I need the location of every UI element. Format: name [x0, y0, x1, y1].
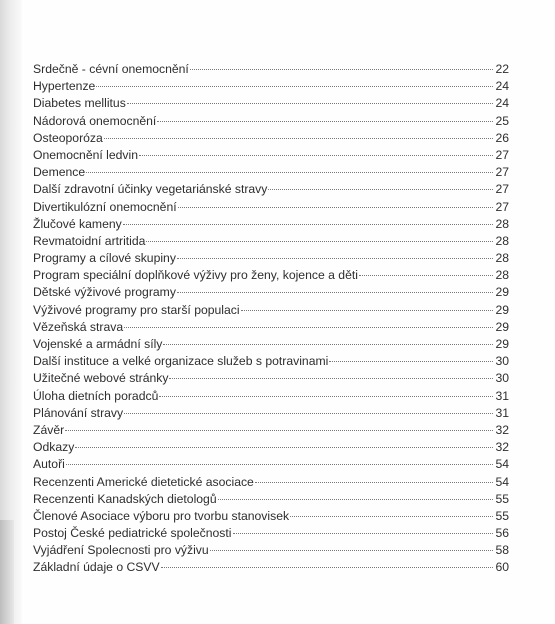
- toc-entry: [33, 491, 509, 508]
- dot-leader: [157, 121, 493, 122]
- toc-entry-page-number: 32: [495, 440, 509, 455]
- dot-leader: [290, 516, 493, 517]
- toc-entry: [33, 130, 509, 147]
- toc-entry-page-number: 25: [495, 113, 509, 128]
- dot-leader: [163, 344, 493, 345]
- toc-entry-title: Revmatoidní artritida: [33, 233, 146, 248]
- toc-entry: [33, 164, 509, 181]
- toc-entry-page-number: 27: [495, 199, 509, 214]
- toc-entry: [33, 181, 509, 198]
- toc-entry-title: Další zdravotní účinky vegetariánské stravy: [33, 182, 268, 197]
- toc-entry: [33, 422, 509, 439]
- toc-entry-page-number: 24: [495, 79, 509, 94]
- toc-entry-title: Úloha dietních poradců: [33, 388, 159, 403]
- toc-entry-page-number: 30: [495, 371, 509, 386]
- toc-entry: [33, 302, 509, 319]
- dot-leader: [104, 138, 493, 139]
- toc-entry: [33, 456, 509, 473]
- toc-entry: [33, 147, 509, 164]
- toc-entry-title: Hypertenze: [33, 79, 96, 94]
- toc-entry: [33, 95, 509, 112]
- toc-entry-page-number: 29: [495, 319, 509, 334]
- toc-entry: [33, 78, 509, 95]
- toc-entry-page-number: 29: [495, 285, 509, 300]
- toc-entry-page-number: 54: [495, 457, 509, 472]
- toc-entry: [33, 353, 509, 370]
- toc-entry-page-number: 31: [495, 388, 509, 403]
- toc-entry: [33, 439, 509, 456]
- toc-entry-title: Další instituce a velké organizace služeb s potravinami: [33, 354, 329, 369]
- toc-entry-page-number: 24: [495, 96, 509, 111]
- dot-leader: [359, 275, 493, 276]
- toc-entry-title: Diabetes mellitus: [33, 96, 126, 111]
- toc-entry-title: Srdečně - cévní onemocnění: [33, 62, 189, 76]
- toc-entry-page-number: 55: [495, 508, 509, 523]
- toc-entry-page-number: 28: [495, 251, 509, 266]
- toc-entry-page-number: 60: [495, 560, 509, 575]
- dot-leader: [124, 413, 493, 414]
- dot-leader: [96, 86, 493, 87]
- toc-entry: [33, 388, 509, 405]
- dot-leader: [329, 361, 493, 362]
- toc-entry: [33, 199, 509, 216]
- toc-entry-title: Recenzenti Americké dietetické asociace: [33, 474, 254, 489]
- toc-entry-title: Vězeňská strava: [33, 319, 124, 334]
- toc-entry-title: Členové Asociace výboru pro tvorbu stanovisek: [33, 508, 290, 523]
- toc-entry-page-number: 28: [495, 233, 509, 248]
- dot-leader: [65, 430, 493, 431]
- dot-leader: [159, 396, 493, 397]
- dot-leader: [66, 464, 493, 465]
- dot-leader: [210, 550, 493, 551]
- toc-entry-title: Závěr: [33, 422, 65, 437]
- toc-entry: [33, 525, 509, 542]
- dot-leader: [218, 499, 493, 500]
- toc-entry: [33, 233, 509, 250]
- toc-entry-title: Postoj České pediatrické společnosti: [33, 526, 232, 541]
- toc-entry-title: Odkazy: [33, 440, 75, 455]
- dot-leader: [161, 567, 493, 568]
- toc-entry-title: Onemocnění ledvin: [33, 147, 139, 162]
- dot-leader: [233, 533, 494, 534]
- toc-entry-title: Recenzenti Kanadských dietologů: [33, 491, 217, 506]
- toc-entry: [33, 508, 509, 525]
- toc-entry: [33, 559, 509, 576]
- toc-entry-title: Vyjádření Spolecnosti pro výživu: [33, 543, 209, 558]
- toc-entry: [33, 336, 509, 353]
- dot-leader: [178, 207, 493, 208]
- dot-leader: [241, 310, 493, 311]
- toc-entry-page-number: 28: [495, 216, 509, 231]
- toc-entry-title: Programy a cílové skupiny: [33, 251, 176, 266]
- toc-entry: [33, 284, 509, 301]
- dot-leader: [255, 482, 493, 483]
- dot-leader: [123, 224, 493, 225]
- toc-entry-title: Osteoporóza: [33, 130, 103, 145]
- toc-entry-title: Nádorová onemocnění: [33, 113, 157, 128]
- toc-entry-title: Užitečné webové stránky: [33, 371, 169, 386]
- toc-entry: [33, 267, 509, 284]
- toc-entry-page-number: 27: [495, 182, 509, 197]
- dot-leader: [75, 447, 493, 448]
- dot-leader: [86, 172, 493, 173]
- toc-entry-page-number: 32: [495, 422, 509, 437]
- toc-entry-title: Základní údaje o CSVV: [33, 560, 160, 575]
- toc-entry-page-number: 27: [495, 147, 509, 162]
- toc-entry-page-number: 55: [495, 491, 509, 506]
- toc-entry: [33, 319, 509, 336]
- dot-leader: [190, 69, 493, 70]
- dot-leader: [139, 155, 493, 156]
- dot-leader: [177, 258, 493, 259]
- dot-leader: [177, 292, 493, 293]
- dot-leader: [146, 241, 493, 242]
- toc-entry-title: Plánování stravy: [33, 405, 124, 420]
- toc-entry: [33, 250, 509, 267]
- dot-leader: [124, 327, 493, 328]
- dot-leader: [127, 103, 493, 104]
- toc-entry-title: Žlučové kameny: [33, 216, 122, 231]
- dot-leader: [268, 189, 493, 190]
- page-edge-shadow-bottom: [0, 520, 14, 624]
- toc-entry-page-number: 56: [495, 526, 509, 541]
- toc-entry: [33, 474, 509, 491]
- toc-entry-page-number: 30: [495, 354, 509, 369]
- table-of-contents: [33, 61, 509, 577]
- toc-entry-title: Autoři: [33, 457, 65, 472]
- toc-entry-title: Vojenské a armádní síly: [33, 337, 163, 351]
- toc-entry-page-number: 22: [495, 62, 509, 76]
- toc-entry-title: Divertikulózní onemocnění: [33, 199, 177, 214]
- toc-entry: [33, 216, 509, 233]
- toc-entry-page-number: 29: [495, 302, 509, 317]
- toc-entry-title: Výživové programy pro starší populaci: [33, 302, 240, 317]
- toc-entry-title: Program speciální doplňkové výživy pro ženy, kojence a děti: [33, 268, 358, 283]
- toc-entry-page-number: 26: [495, 130, 509, 145]
- toc-entry-page-number: 27: [495, 165, 509, 180]
- toc-entry: [33, 370, 509, 387]
- toc-entry-page-number: 54: [495, 474, 509, 489]
- toc-entry: [33, 542, 509, 559]
- toc-entry-page-number: 58: [495, 543, 509, 558]
- toc-entry-page-number: 28: [495, 268, 509, 283]
- toc-entry-title: Demence: [33, 165, 86, 180]
- toc-entry-title: Dětské výživové programy: [33, 285, 176, 300]
- toc-entry: [33, 61, 509, 78]
- toc-entry-page-number: 29: [495, 337, 509, 351]
- toc-entry-page-number: 31: [495, 405, 509, 420]
- dot-leader: [169, 378, 493, 379]
- toc-entry: [33, 113, 509, 130]
- toc-entry: [33, 405, 509, 422]
